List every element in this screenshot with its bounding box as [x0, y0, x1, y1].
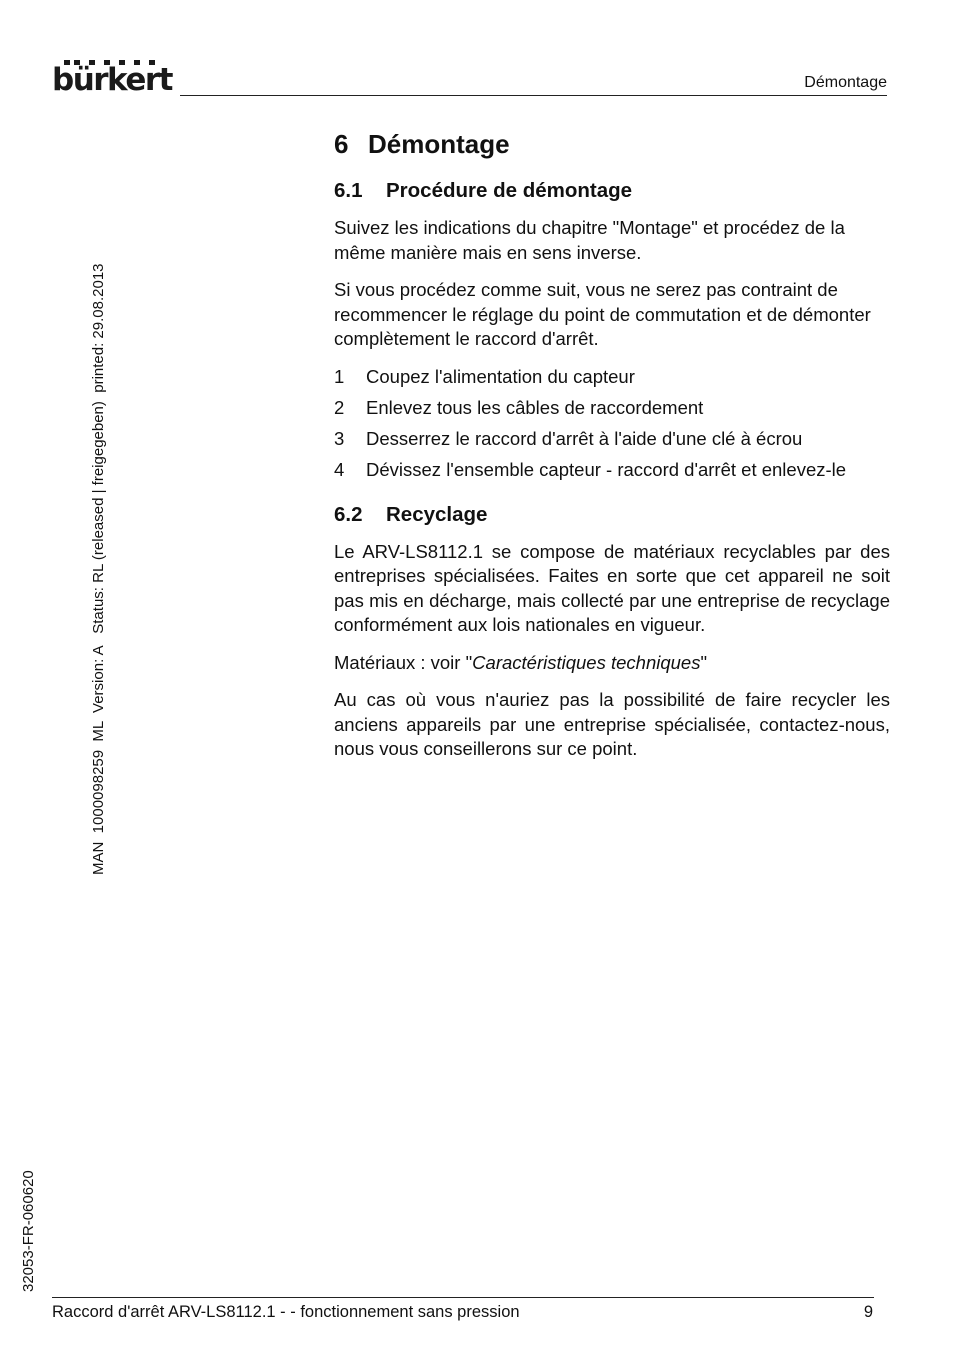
materials-suffix: " [700, 651, 708, 673]
section-number: 6.2 [334, 502, 363, 526]
section-title: Procédure de démontage [386, 179, 633, 202]
footer-title: Raccord d'arrêt ARV-LS8112.1 - - fonctionnement sans pression [52, 1303, 520, 1321]
side-document-meta: MAN 1000098259 ML Version: A Status: RL (released | freigegeben) printed: 29.08.2013 [90, 263, 107, 875]
materials-reference: Caractéristiques techniques [472, 651, 701, 673]
step-text: Dévissez l'ensemble capteur - raccord d'arrêt et enlevez-le [366, 458, 847, 480]
page-number: 9 [863, 1303, 873, 1321]
list-item [334, 427, 890, 451]
step-number: 3 [334, 427, 345, 449]
section-number: 6.1 [334, 179, 363, 202]
burkert-logo [52, 60, 172, 100]
materials-prefix: Matériaux : voir " [334, 651, 473, 673]
paragraph: Au cas où vous n'auriez pas la possibilité de faire recycler les anciens appareils par une entreprise spécialisée, contactez-nous, nous vous conseillerons sur ce point. [334, 689, 890, 759]
list-item [334, 396, 890, 420]
step-number: 4 [334, 458, 345, 480]
step-number: 1 [334, 365, 345, 387]
paragraph: Le ARV-LS8112.1 se compose de matériaux recyclables par des entreprises spécialisées. Faites en sorte que cet appareil ne soit pas mis en décharge, mais collecté par une entreprise de recyclage conformément aux lois nationales en vigueur. [334, 540, 890, 635]
chapter-title: Démontage [368, 129, 510, 159]
list-item [334, 365, 890, 389]
step-list [334, 365, 890, 482]
step-number: 2 [334, 396, 345, 418]
side-document-code: 32053-FR-060620 [20, 1170, 37, 1292]
footer-rule [52, 1297, 874, 1298]
section-heading-1 [334, 178, 890, 204]
paragraph: Si vous procédez comme suit, vous ne serez pas contraint de recommencer le réglage du point de commutation et de démonter complètement le raccord d'arrêt. [334, 279, 871, 349]
step-text: Enlevez tous les câbles de raccordement [366, 396, 704, 418]
materials-paragraph [334, 651, 890, 676]
step-text: Desserrez le raccord d'arrêt à l'aide d'une clé à écrou [366, 427, 803, 449]
header-section-title: Démontage [804, 74, 887, 91]
paragraph: Suivez les indications du chapitre "Montage" et procédez de la même manière mais en sens inverse. [334, 217, 845, 263]
section-heading-2 [334, 502, 890, 528]
section-title: Recyclage [386, 502, 488, 526]
logo-text: bürkert [52, 62, 172, 98]
main-content [334, 128, 890, 775]
chapter-heading [334, 128, 890, 160]
list-item [334, 458, 890, 482]
step-text: Coupez l'alimentation du capteur [366, 365, 635, 387]
header-rule [180, 95, 887, 96]
chapter-number: 6 [334, 129, 349, 159]
